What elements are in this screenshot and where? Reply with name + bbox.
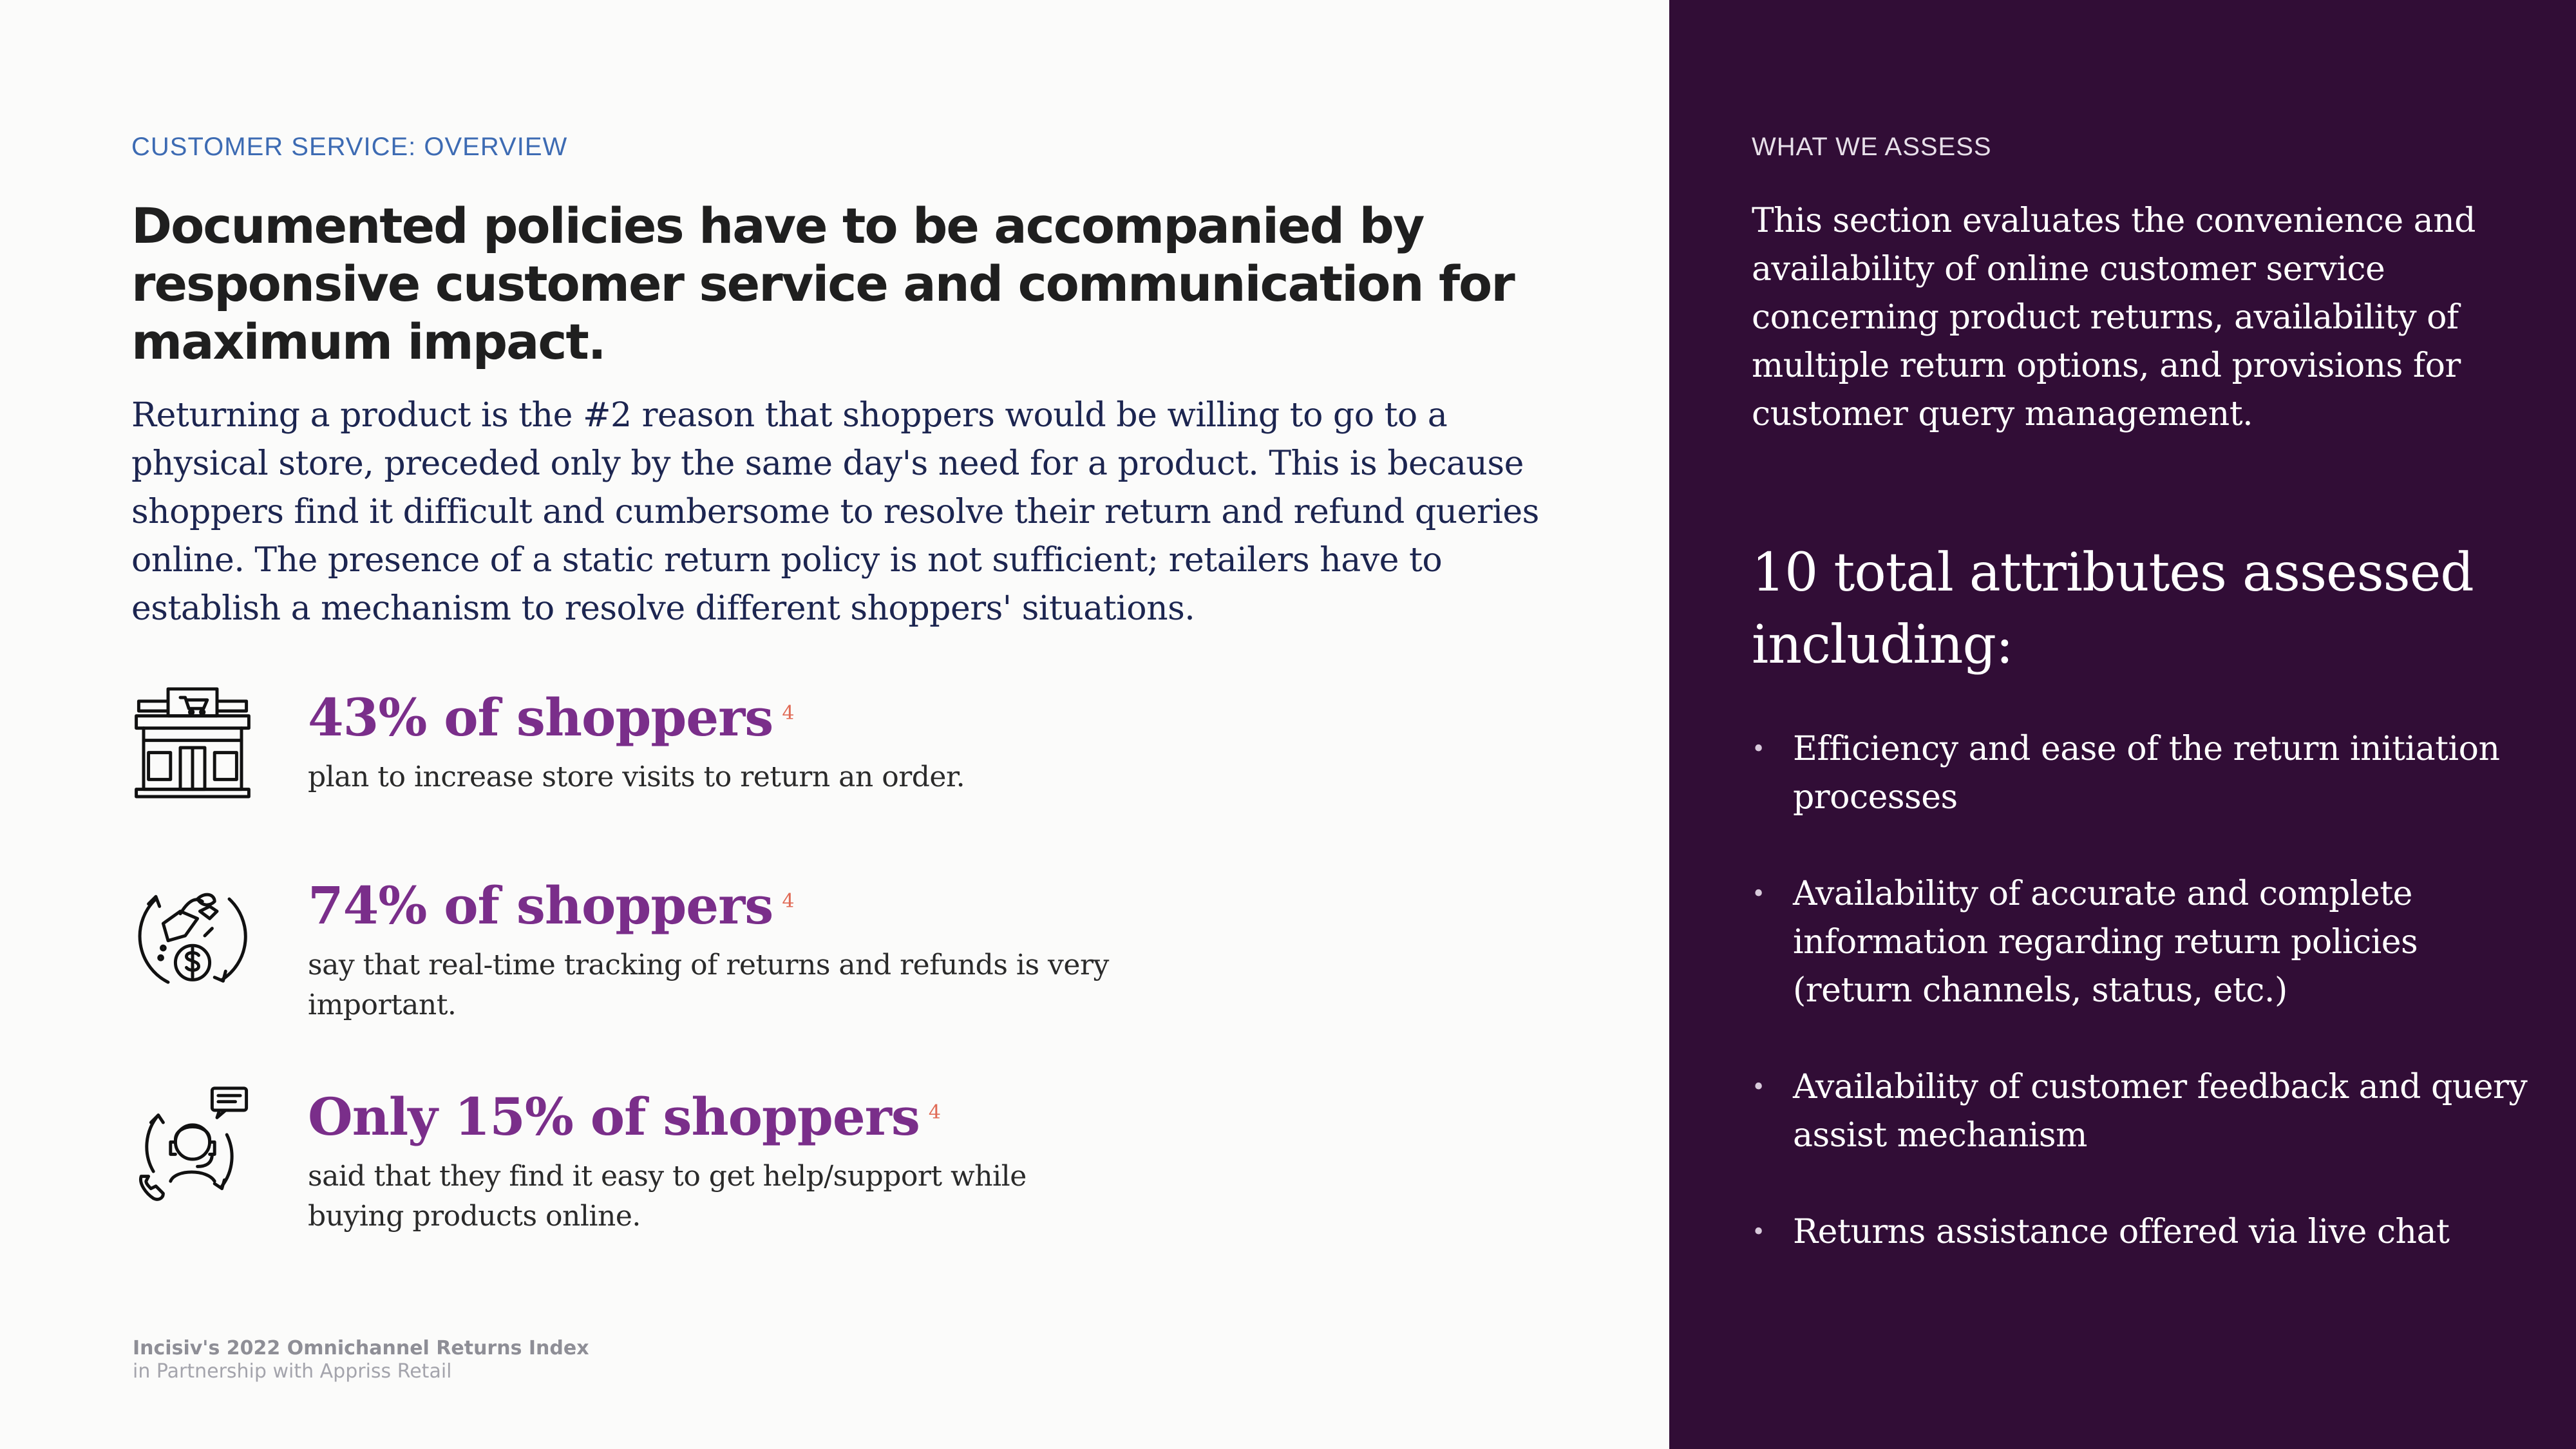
attributes-heading: 10 total attributes assessed including:	[1752, 542, 2474, 676]
list-item: • Efficiency and ease of the return initiation processes	[1752, 725, 2544, 822]
customer-support-icon	[131, 1086, 254, 1208]
stat-description: said that they find it easy to get help/support while buying products online.	[308, 1160, 1027, 1233]
page-headline: Documented policies have to be accompanied by responsive customer service and communication for maximum impact.	[131, 197, 1514, 370]
list-item: • Availability of customer feedback and query assist mechanism	[1752, 1063, 2544, 1160]
assessment-eyebrow: WHAT WE ASSESS	[1752, 133, 1992, 161]
stat-headline: 74% of shoppers $^4$	[308, 875, 794, 936]
assessment-description: This section evaluates the convenience and availability of online customer service concerning product returns, availability of multiple return options, and provisions for customer query management.	[1752, 202, 2476, 433]
stat-description: say that real-time tracking of returns and refunds is very important.	[308, 949, 1109, 1021]
stat-description: plan to increase store visits to return an order.	[308, 761, 965, 793]
bullet-icon: •	[1752, 881, 1765, 907]
money-tracking-icon	[131, 875, 254, 997]
bullet-icon: •	[1752, 736, 1765, 762]
intro-paragraph: Returning a product is the #2 reason that shoppers would be willing to go to a physical store, preceded only by the same day's need for a product. This is because shoppers find it difficult and cumbersome to resolve their return and refund queries online. The presence of a static return policy is not sufficient; retailers have to establish a mechanism to resolve different shoppers' situations.	[131, 396, 1539, 628]
footnote-marker: 4	[928, 1101, 941, 1124]
stat-headline: Only 15% of shoppers $^4$	[308, 1086, 941, 1147]
section-eyebrow: CUSTOMER SERVICE: OVERVIEW	[131, 133, 568, 161]
stat-headline: 43% of shoppers $^4$	[308, 687, 794, 748]
footnote-marker: 4	[782, 702, 794, 724]
footer-source-partner: in Partnership with Appriss Retail	[133, 1360, 452, 1383]
list-item: • Availability of accurate and complete information regarding return policies (return channels, status, etc.)	[1752, 870, 2544, 1015]
list-item: • Returns assistance offered via live chat	[1752, 1208, 2544, 1256]
footer-source-title: Incisiv's 2022 Omnichannel Returns Index	[133, 1337, 589, 1359]
bullet-icon: •	[1752, 1074, 1765, 1101]
right-panel	[1669, 0, 2576, 1449]
attributes-list	[1752, 725, 2544, 1305]
storefront-icon	[131, 687, 254, 809]
footnote-marker: 4	[782, 890, 794, 913]
bullet-icon: •	[1752, 1219, 1765, 1245]
